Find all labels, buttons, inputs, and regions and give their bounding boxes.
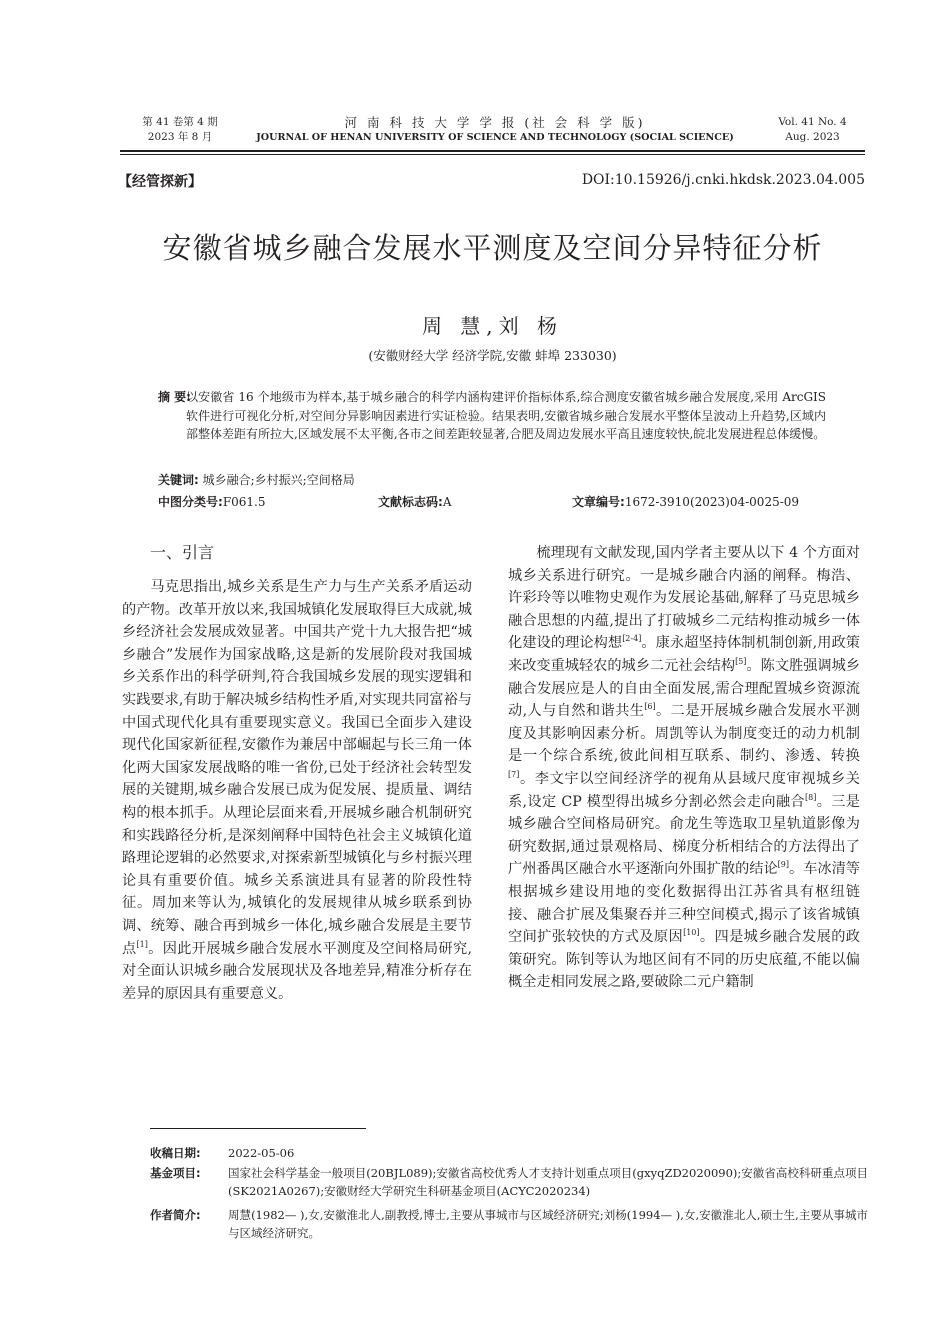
article-label: 文章编号: bbox=[572, 495, 625, 509]
citation-ref: [5] bbox=[735, 656, 747, 666]
paper-title: 安徽省城乡融合发展水平测度及空间分异特征分析 bbox=[162, 231, 823, 265]
author-bio-text: 周慧(1982— ),女,安徽淮北人,副教授,博士,主要从事城市与区域经济研究;刘杨(1994— ),女,安徽淮北人,硕士生,主要从事城市与区域经济研究。 bbox=[228, 1208, 868, 1240]
citation-ref: [6] bbox=[644, 702, 656, 712]
review-text: 。李文宇以空间经济学的视角从县域尺度审视城乡关系,设定 CP 模型得出城乡分割必然会走向融合 bbox=[508, 770, 860, 810]
review-paragraph bbox=[508, 542, 860, 994]
abstract bbox=[158, 388, 826, 441]
review-text: 。四是城乡融合发展的政策研究。陈钊等认为地区间有不同的历史底蕴,不能以偏概全走相同发展之路,要破除二元户籍制 bbox=[508, 929, 860, 991]
left-column bbox=[122, 576, 472, 1005]
review-text: 。康永超坚持体制机制创新,用政策来改变重城轻农的城乡二元社会结构 bbox=[508, 635, 860, 674]
review-text: 。陈文胜强调城乡融合发展应是人的自由全面发展,需合理配置城乡资源流动,人与自然和谐共生 bbox=[508, 657, 860, 720]
authors: 周 慧,刘 杨 bbox=[421, 314, 564, 338]
keywords-label: 关键词: bbox=[158, 473, 199, 487]
header-issue bbox=[120, 115, 240, 145]
review-text: 。三是城乡融合空间格局研究。俞龙生等选取卫星轨道影像为研究数据,通过景观格局、梯度分析相结合的方法得出了广州番禺区融合水平逐渐向外围扩散的结论 bbox=[508, 793, 860, 878]
fund-text: 国家社会科学基金一般项目(20BJL089);安徽省高校优秀人才支持计划重点项目(gxyqZD2020090);安徽省高校科研重点项目(SK2021A0267);安徽财经大学研究生科研基金项目(ACYC2020234) bbox=[228, 1166, 868, 1198]
right-column bbox=[508, 542, 860, 994]
clc-number bbox=[158, 493, 266, 510]
code-label: 文献标志码: bbox=[378, 495, 443, 509]
section-heading: 一、引言 bbox=[150, 543, 215, 562]
intro-text-a: 马克思指出,城乡关系是生产力与生产关系矛盾运动的产物。改革开放以来,我国城镇化发展取得巨大成就,城乡经济社会发展成效显著。中国共产党十九大报告把“城乡融合”发展作为国家战略,这是新的发展阶段对我国城乡关系作出的科学研判,符合我国城乡发展的现实逻辑和实践要求,有助于解决城乡结构性矛盾,对实现共同富裕与中国式现代化具有重要现实意义。我国已全面步入建设现代化国家新征程,安徽作为兼居中部崛起与长三角一体化两大国家发展战略的唯一省份,已处于经济社会转型发展的关键期,城乡融合发展已成为促发展、提质量、调结构的根本抓手。从理论层面来看,开展城乡融合机制研究和实践路径分析,是深刻阐释中国特色社会主义城镇化道路理论逻辑的必然要求,对探索新型城镇化与乡村振兴理论具有重要价值。城乡关系演进具有显著的阶段性特征。周加来等认为,城镇化的发展规律从城乡联系到协调、统筹、融合再到城乡一体化,城乡融合发展是主要节点 bbox=[122, 579, 472, 957]
column-tag: 【经管探新】 bbox=[118, 174, 202, 190]
header-rule-thin bbox=[120, 154, 865, 155]
keywords-text: 城乡融合;乡村振兴;空间格局 bbox=[202, 473, 355, 487]
header-volume-issue: 第 41 卷第 4 期 bbox=[142, 116, 218, 128]
article-value: 1672-3910(2023)04-0025-09 bbox=[624, 495, 800, 509]
journal-name-en: JOURNAL OF HENAN UNIVERSITY OF SCIENCE AND TECHNOLOGY (SOCIAL SCIENCE) bbox=[256, 132, 734, 143]
footnote-rule bbox=[150, 1128, 366, 1129]
code-value: A bbox=[442, 495, 452, 509]
citation-ref: [1] bbox=[136, 939, 148, 949]
author-bio-label: 作者简介: bbox=[150, 1208, 201, 1222]
header-vol-no: Vol. 41 No. 4 bbox=[778, 116, 847, 128]
header-date: 2023 年 8 月 bbox=[147, 131, 213, 143]
citation-ref: [7] bbox=[508, 769, 520, 779]
review-text: 。二是开展城乡融合发展水平测度及其影响因素分析。周凯等认为制度变迁的动力机制是一个综合系统,彼此间相互联系、制约、渗透、转换 bbox=[508, 703, 860, 765]
keywords bbox=[158, 471, 355, 488]
review-text: 。车冰清等根据城乡建设用地的变化数据得出江苏省具有枢纽链接、融合扩展及集聚吞并三种空间模式,揭示了该省城镇空间扩张较快的方式及原因 bbox=[508, 861, 860, 946]
header-month: Aug. 2023 bbox=[785, 131, 840, 143]
citation-ref: [8] bbox=[804, 792, 817, 802]
citation-ref: [9] bbox=[777, 860, 790, 870]
affiliation: (安徽财经大学 经济学院,安徽 蚌埠 233030) bbox=[368, 348, 617, 363]
received-date: 2022-05-06 bbox=[228, 1146, 295, 1160]
intro-text-b: 。因此开展城乡融合发展水平测度及空间格局研究,对全面认识城乡融合发展现状及各地差异,精准分析存在差异的原因具有重要意义。 bbox=[122, 940, 472, 1002]
received-label: 收稿日期: bbox=[150, 1146, 201, 1160]
intro-paragraph bbox=[122, 576, 472, 1005]
journal-name-cn: 河 南 科 技 大 学 学 报 (社 会 科 学 版) bbox=[344, 115, 646, 130]
journal-name bbox=[245, 115, 745, 145]
fund-label: 基金项目: bbox=[150, 1166, 201, 1180]
article-number bbox=[572, 493, 799, 510]
document-code bbox=[378, 493, 451, 510]
abstract-text: 以安徽省 16 个地级市为样本,基于城乡融合的科学内涵构建评价指标体系,综合测度安徽省城乡融合发展度,采用 ArcGIS 软件进行可视化分析,对空间分异影响因素进行实证检验。结果表明,安徽省城乡融合发展水平整体呈波动上升趋势,区域内部整体差距有所拉大,区域发展不太平衡,各市之间差距较显著,合肥及周边发展水平高且速度较快,皖北发展进程总体缓慢。 bbox=[186, 390, 826, 441]
clc-value: F061.5 bbox=[222, 495, 266, 509]
citation-ref: [2-4] bbox=[622, 634, 642, 644]
citation-ref: [10] bbox=[683, 928, 700, 938]
header-volume bbox=[760, 115, 865, 145]
review-text: 梳理现有文献发现,国内学者主要从以下 4 个方面对城乡关系进行研究。一是城乡融合内涵的阐释。梅浩、许彩玲等以唯物史观作为发展论基础,解释了马克思城乡融合思想的内蕴,提出了打破城乡二元结构推动城乡一体化建设的理论构想 bbox=[508, 545, 860, 652]
doi[interactable]: DOI:10.15926/j.cnki.hkdsk.2023.04.005 bbox=[581, 172, 865, 188]
clc-label: 中图分类号: bbox=[158, 495, 223, 509]
abstract-label: 摘 要: bbox=[158, 390, 191, 404]
header-rule bbox=[120, 150, 865, 152]
